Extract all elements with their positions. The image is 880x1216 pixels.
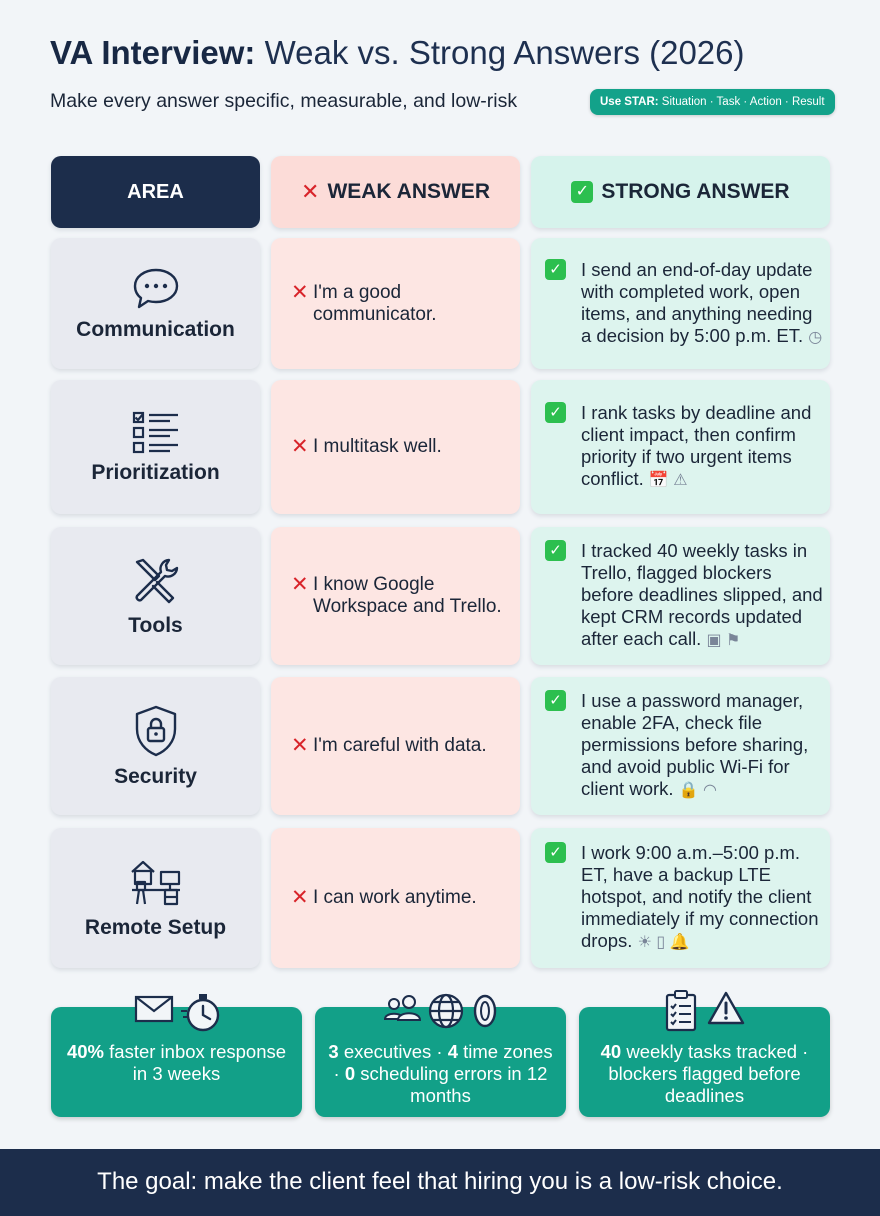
trello-flag-icon: ▣ ⚑ bbox=[706, 632, 741, 649]
weak-answer-card bbox=[271, 677, 520, 815]
strong-answer-text: I use a password manager, enable 2FA, check file permissions before sharing, and avoid public Wi-Fi for client work. bbox=[581, 690, 809, 799]
area-card-tools bbox=[51, 527, 260, 665]
header-weak-answer: ✕ WEAK ANSWER bbox=[271, 156, 520, 228]
area-card-remote-setup bbox=[51, 828, 260, 968]
sun-phone-bell-icon: ☀ ▯ 🔔 bbox=[637, 934, 690, 951]
zero-icon bbox=[470, 991, 500, 1031]
header-area: AREA bbox=[51, 156, 260, 228]
check-mark-icon: ✓ bbox=[545, 842, 566, 863]
tools-icon bbox=[129, 554, 183, 608]
x-mark-icon: ✕ bbox=[291, 280, 309, 304]
check-mark-icon: ✓ bbox=[571, 181, 593, 203]
strong-answer-text: I work 9:00 a.m.–5:00 p.m. ET, have a backup LTE hotspot, and notify the client immediately if my connection drops. bbox=[581, 842, 819, 951]
strong-answer-text: I tracked 40 weekly tasks in Trello, flagged blockers before deadlines slipped, and kept CRM records updated after each call. bbox=[581, 540, 823, 649]
people-icon bbox=[382, 991, 422, 1025]
envelope-icon bbox=[133, 991, 177, 1025]
footer-banner: The goal: make the client feel that hiring you is a low-risk choice. bbox=[0, 1149, 880, 1216]
x-mark-icon: ✕ bbox=[291, 435, 309, 458]
strong-answer-card bbox=[531, 677, 830, 815]
warning-icon bbox=[706, 989, 746, 1027]
area-card-prioritization bbox=[51, 380, 260, 514]
stat-text: 40 weekly tasks tracked · blockers flagged before deadlines bbox=[600, 1041, 809, 1106]
lock-wifi-icon: 🔒 ◠ bbox=[678, 782, 717, 799]
weak-answer-card bbox=[271, 527, 520, 665]
weak-answer-text: I multitask well. bbox=[313, 436, 442, 457]
stat-text: 3 executives · 4 time zones · 0 scheduling errors in 12 months bbox=[328, 1041, 553, 1106]
weak-answer-card bbox=[271, 828, 520, 968]
strong-answer-text: I rank tasks by deadline and client impact, then confirm priority if two urgent items conflict. bbox=[581, 402, 812, 489]
area-label: Prioritization bbox=[91, 461, 220, 484]
star-method-badge: Use STAR: Situation · Task · Action · Result bbox=[590, 89, 835, 115]
strong-answer-text: I send an end-of-day update with completed work, open items, and anything needing a decision by 5:00 p.m. ET. bbox=[581, 258, 813, 346]
check-mark-icon: ✓ bbox=[545, 690, 566, 711]
calendar-warning-icon: 📅 ⚠ bbox=[648, 472, 688, 489]
weak-answer-text: I'm careful with data. bbox=[313, 735, 487, 756]
stopwatch-icon bbox=[181, 991, 221, 1033]
strong-answer-card bbox=[531, 828, 830, 968]
strong-answer-card bbox=[531, 238, 830, 369]
stat-card-weekly-tasks bbox=[579, 1007, 830, 1117]
check-mark-icon: ✓ bbox=[545, 402, 566, 423]
weak-answer-text: I can work anytime. bbox=[313, 887, 477, 908]
x-mark-icon: ✕ bbox=[291, 573, 309, 596]
header-strong-answer: ✓ STRONG ANSWER bbox=[531, 156, 830, 228]
x-mark-icon: ✕ bbox=[291, 886, 309, 909]
weak-answer-card bbox=[271, 238, 520, 369]
globe-icon bbox=[426, 991, 466, 1031]
page-title: VA Interview: Weak vs. Strong Answers (2026) bbox=[50, 34, 745, 71]
checklist-icon bbox=[130, 409, 182, 455]
stat-text: 40% faster inbox response in 3 weeks bbox=[66, 1041, 287, 1084]
area-label: Tools bbox=[128, 614, 183, 637]
weak-answer-card bbox=[271, 380, 520, 514]
x-mark-icon: ✕ bbox=[291, 734, 309, 757]
clock-icon: ◷ bbox=[808, 328, 823, 346]
strong-answer-card bbox=[531, 380, 830, 514]
area-label: Security bbox=[114, 765, 197, 788]
stat-card-executives bbox=[315, 1007, 566, 1117]
clipboard-icon bbox=[664, 989, 698, 1033]
page-subtitle: Make every answer specific, measurable, and low-risk bbox=[50, 90, 518, 112]
x-mark-icon: ✕ bbox=[301, 179, 320, 204]
check-mark-icon: ✓ bbox=[545, 540, 566, 561]
weak-answer-text: I know Google Workspace and Trello. bbox=[313, 574, 502, 617]
shield-lock-icon bbox=[131, 703, 181, 759]
strong-answer-card bbox=[531, 527, 830, 665]
stat-card-inbox bbox=[51, 1007, 302, 1117]
chat-bubble-icon bbox=[131, 266, 181, 312]
area-label: Communication bbox=[76, 317, 235, 341]
area-card-security bbox=[51, 677, 260, 815]
area-label: Remote Setup bbox=[84, 916, 227, 939]
weak-answer-text: I'm a good communicator. bbox=[313, 281, 437, 325]
area-card-communication bbox=[51, 238, 260, 369]
check-mark-icon: ✓ bbox=[545, 259, 566, 280]
home-desk-icon bbox=[129, 856, 183, 910]
